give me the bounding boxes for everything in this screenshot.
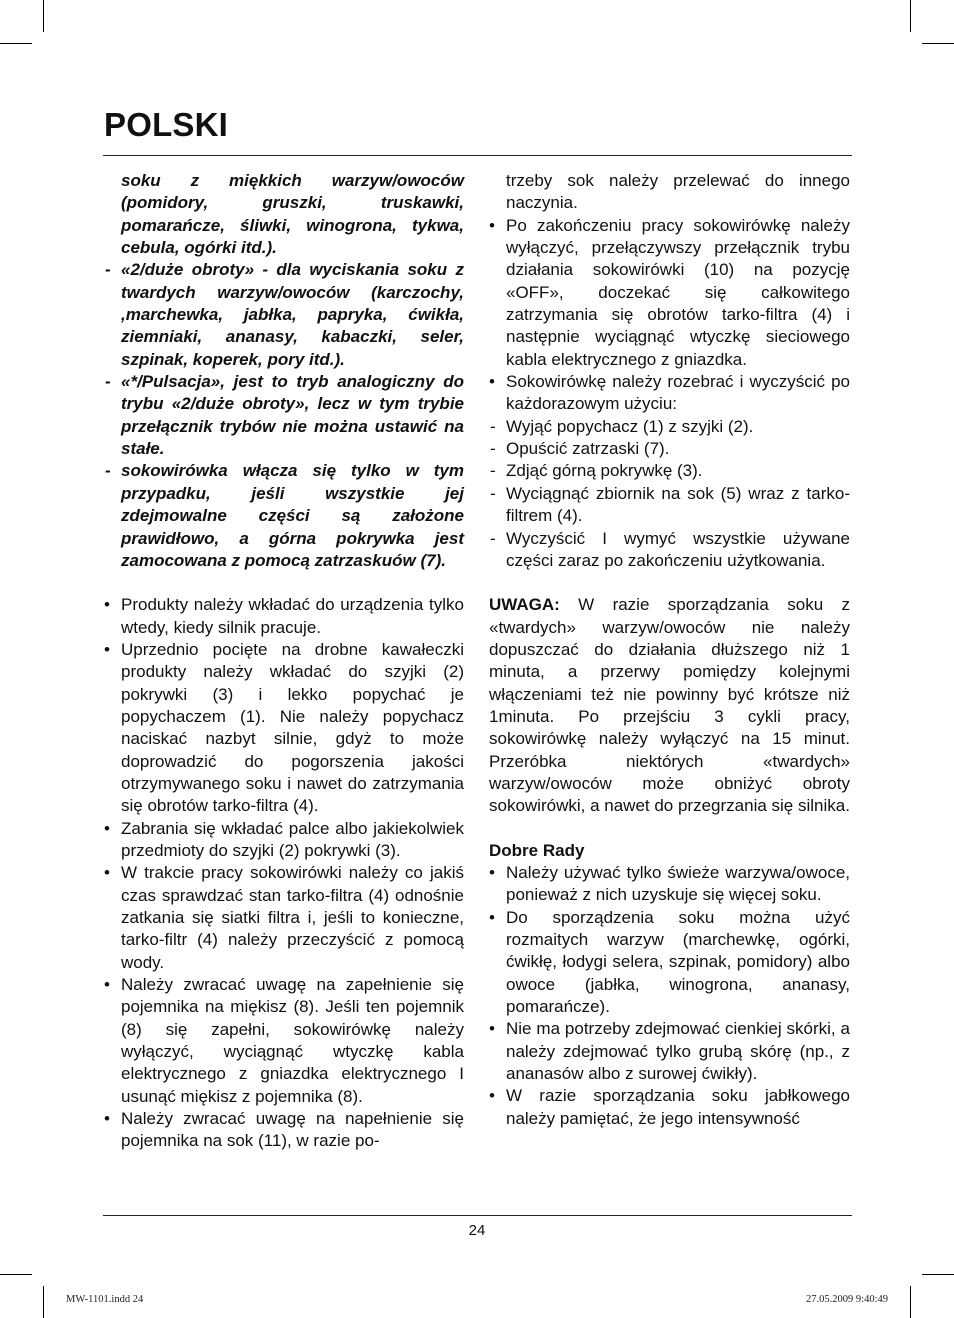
tips-heading: Dobre Rady bbox=[489, 840, 585, 860]
list-item bbox=[104, 594, 464, 639]
list-item bbox=[489, 483, 850, 528]
list-item bbox=[104, 259, 464, 371]
list-item-text: W trakcie pracy sokowirówki należy co jakiś czas sprawdzać stan tarko-filtra (4) odnośnie zatkania się siatki filtra i, jeśli to konieczne, tarko-filtr (4) należy przeczyścić z pomocą wody. bbox=[121, 863, 464, 972]
list-item-text: sokowirówka włącza się tylko w tym przypadku, jeśli wszystkie jej zdejmowalne części są założone prawidłowo, a górna pokrywka jest zamocowana z pomocą zatrzaskuów (7). bbox=[121, 461, 464, 570]
warning-text: W razie sporządzania soku z «twardych» warzyw/owoców nie należy dopuszczać do działania dłuższego niż 1 minuta, a przerwy pomiędzy kolejnymi włączeniami też nie powinny być krótsze niż 1minuta. Po przejściu 3 cykli pracy, sokowirówkę należy wyłączyć na 15 minut. Przeróbka niektórych «twardych» warzyw/owoców może obniżyć obroty sokowirówki, a nawet do przegrzania się silnika. bbox=[489, 595, 850, 816]
bullet-marker: • bbox=[489, 907, 495, 927]
page-title: POLSKI bbox=[104, 106, 229, 143]
continuation-text: trzeby sok należy przelewać do innego naczynia. bbox=[506, 171, 850, 213]
list-item bbox=[104, 460, 464, 572]
print-timestamp: 27.05.2009 9:40:49 bbox=[806, 1294, 888, 1305]
list-item-text: Wyjąć popychacz (1) z szyjki (2). bbox=[506, 416, 754, 436]
list-item bbox=[489, 862, 850, 907]
file-info: MW-1101.indd 24 bbox=[66, 1294, 144, 1305]
list-item-text: Zdjąć górną pokrywkę (3). bbox=[506, 461, 703, 481]
bullet-marker: • bbox=[104, 639, 110, 659]
list-item bbox=[104, 862, 464, 974]
list-item-text: Należy zwracać uwagę na zapełnienie się pojemnika na miękisz (8). Jeśli ten pojemnik (8) się zapełni, sokowirówkę należy wyłączyć, wyciągnąć wtyczkę kabla elektrycznego z gniazdka elektrycznego I usunąć miękisz z pojemnika (8). bbox=[121, 975, 464, 1106]
crop-mark bbox=[0, 1274, 32, 1275]
list-item-text: Należy używać tylko świeże warzywa/owoce, ponieważ z nich uzyskuje się więcej soku. bbox=[506, 862, 850, 905]
crop-mark bbox=[910, 0, 911, 32]
bullet-marker: • bbox=[104, 975, 110, 995]
list-item-text: «*/Pulsacja», jest to tryb analogiczny do trybu «2/duże obroty», lecz w tym trybie przełącznik trybów nie można ustawić na stałe. bbox=[121, 372, 464, 459]
crop-mark bbox=[910, 1286, 911, 1318]
dash-marker: - bbox=[490, 483, 496, 503]
left-column bbox=[104, 170, 464, 1153]
dash-marker: - bbox=[490, 528, 496, 548]
crop-mark bbox=[922, 1274, 954, 1275]
list-item-text: Sokowirówkę należy rozebrać i wyczyścić po każdorazowym użyciu: bbox=[506, 372, 850, 414]
bullet-marker: • bbox=[489, 372, 495, 392]
bullet-marker: • bbox=[104, 863, 110, 883]
page-number: 24 bbox=[468, 1222, 486, 1239]
bullet-marker: • bbox=[104, 818, 110, 838]
warning-label: UWAGA: bbox=[489, 595, 560, 615]
list-item-text: Produkty należy wkładać do urządzenia tylko wtedy, kiedy silnik pracuje. bbox=[121, 595, 464, 637]
list-item bbox=[489, 1018, 850, 1085]
list-item bbox=[104, 974, 464, 1108]
list-item-text: Uprzednio pocięte na drobne kawałeczki produkty należy wkładać do szyjki (2) pokrywki (3) i lekko popychać je popychaczem (1). Nie należy popychacz naciskać nazbyt silnie, gdyż to może doprowadzić do pogorszenia jakości otrzymywanego soku i nawet do zatrzymania się obrotów tarko-filtra (4). bbox=[121, 639, 464, 816]
list-item bbox=[489, 416, 850, 438]
crop-mark bbox=[0, 43, 32, 44]
list-item bbox=[104, 371, 464, 460]
footer-rule bbox=[103, 1215, 852, 1216]
list-item bbox=[489, 460, 850, 482]
list-item-text: W razie sporządzania soku jabłkowego należy pamiętać, że jego intensywność bbox=[506, 1086, 850, 1128]
dash-marker: - bbox=[490, 439, 496, 459]
dash-marker: - bbox=[490, 461, 496, 481]
list-item bbox=[104, 639, 464, 818]
bullet-marker: • bbox=[104, 1109, 110, 1129]
bullet-marker: • bbox=[489, 215, 495, 235]
header-rule bbox=[103, 155, 852, 156]
bullet-marker: • bbox=[489, 1019, 495, 1039]
list-item-text: Należy zwracać uwagę na napełnienie się pojemnika na sok (11), w razie po- bbox=[121, 1109, 464, 1151]
list-item bbox=[104, 1108, 464, 1153]
dash-marker: - bbox=[105, 461, 111, 481]
list-item-text: Zabrania się wkładać palce albo jakiekolwiek przedmioty do szyjki (2) pokrywki (3). bbox=[121, 818, 464, 860]
list-item-text: Po zakończeniu pracy sokowirówkę należy wyłączyć, przełączywszy przełącznik trybu działania sokowirówki (10) na pozycję «OFF», doczekać się całkowitego zatrzymania się obrotów tarko-filtra (4) i następnie wyciągnąć wtyczkę sieciowego kabla elektrycznego z gniazdka. bbox=[506, 215, 850, 369]
list-item bbox=[489, 438, 850, 460]
bullet-marker: • bbox=[104, 595, 110, 615]
list-item bbox=[489, 1085, 850, 1130]
list-item-text: Wyciągnąć zbiornik na sok (5) wraz z tarko-filtrem (4). bbox=[506, 483, 850, 526]
crop-mark bbox=[922, 43, 954, 44]
crop-mark bbox=[43, 0, 44, 32]
bullet-marker: • bbox=[489, 1086, 495, 1106]
dash-marker: - bbox=[105, 372, 111, 392]
list-item bbox=[489, 907, 850, 1019]
dash-marker: - bbox=[490, 416, 496, 436]
dash-marker: - bbox=[105, 260, 111, 280]
list-item bbox=[489, 528, 850, 573]
bullet-marker: • bbox=[489, 862, 495, 882]
list-item bbox=[104, 818, 464, 863]
crop-mark bbox=[43, 1286, 44, 1318]
list-item-text: Do sporządzenia soku można użyć rozmaitych warzyw (marchewkę, ogórki, ćwikłę, łodygi selera, szpinak, pomidory) albo owoce (jabłka, winogrona, ananasy, pomarańcze). bbox=[506, 907, 850, 1017]
intro-italic-text: soku z miękkich warzyw/owoców (pomidory, gruszki, truskawki, pomarańcze, śliwki, winogrona, tykwa, cebula, ogórki itd.). bbox=[121, 171, 464, 258]
list-item bbox=[489, 371, 850, 416]
right-column bbox=[489, 170, 850, 1130]
list-item-text: Nie ma potrzeby zdejmować cienkiej skórki, a należy zdejmować tylko grubą skórę (np., z ananasów albo z surowej ćwikły). bbox=[506, 1019, 850, 1084]
list-item bbox=[489, 215, 850, 371]
list-item-text: Wyczyścić I wymyć wszystkie używane części zaraz po zakończeniu użytkowania. bbox=[506, 528, 850, 570]
warning-paragraph bbox=[489, 594, 850, 817]
list-item-text: «2/duże obroty» - dla wyciskania soku z twardych warzyw/owoców (karczochy, ,marchewka, jabłka, papryka, ćwikła, ziemniaki, ananasy, kabaczki, seler, szpinak, koperek, pory itd.). bbox=[121, 260, 464, 369]
list-item-text: Opuścić zatrzaski (7). bbox=[506, 439, 670, 459]
